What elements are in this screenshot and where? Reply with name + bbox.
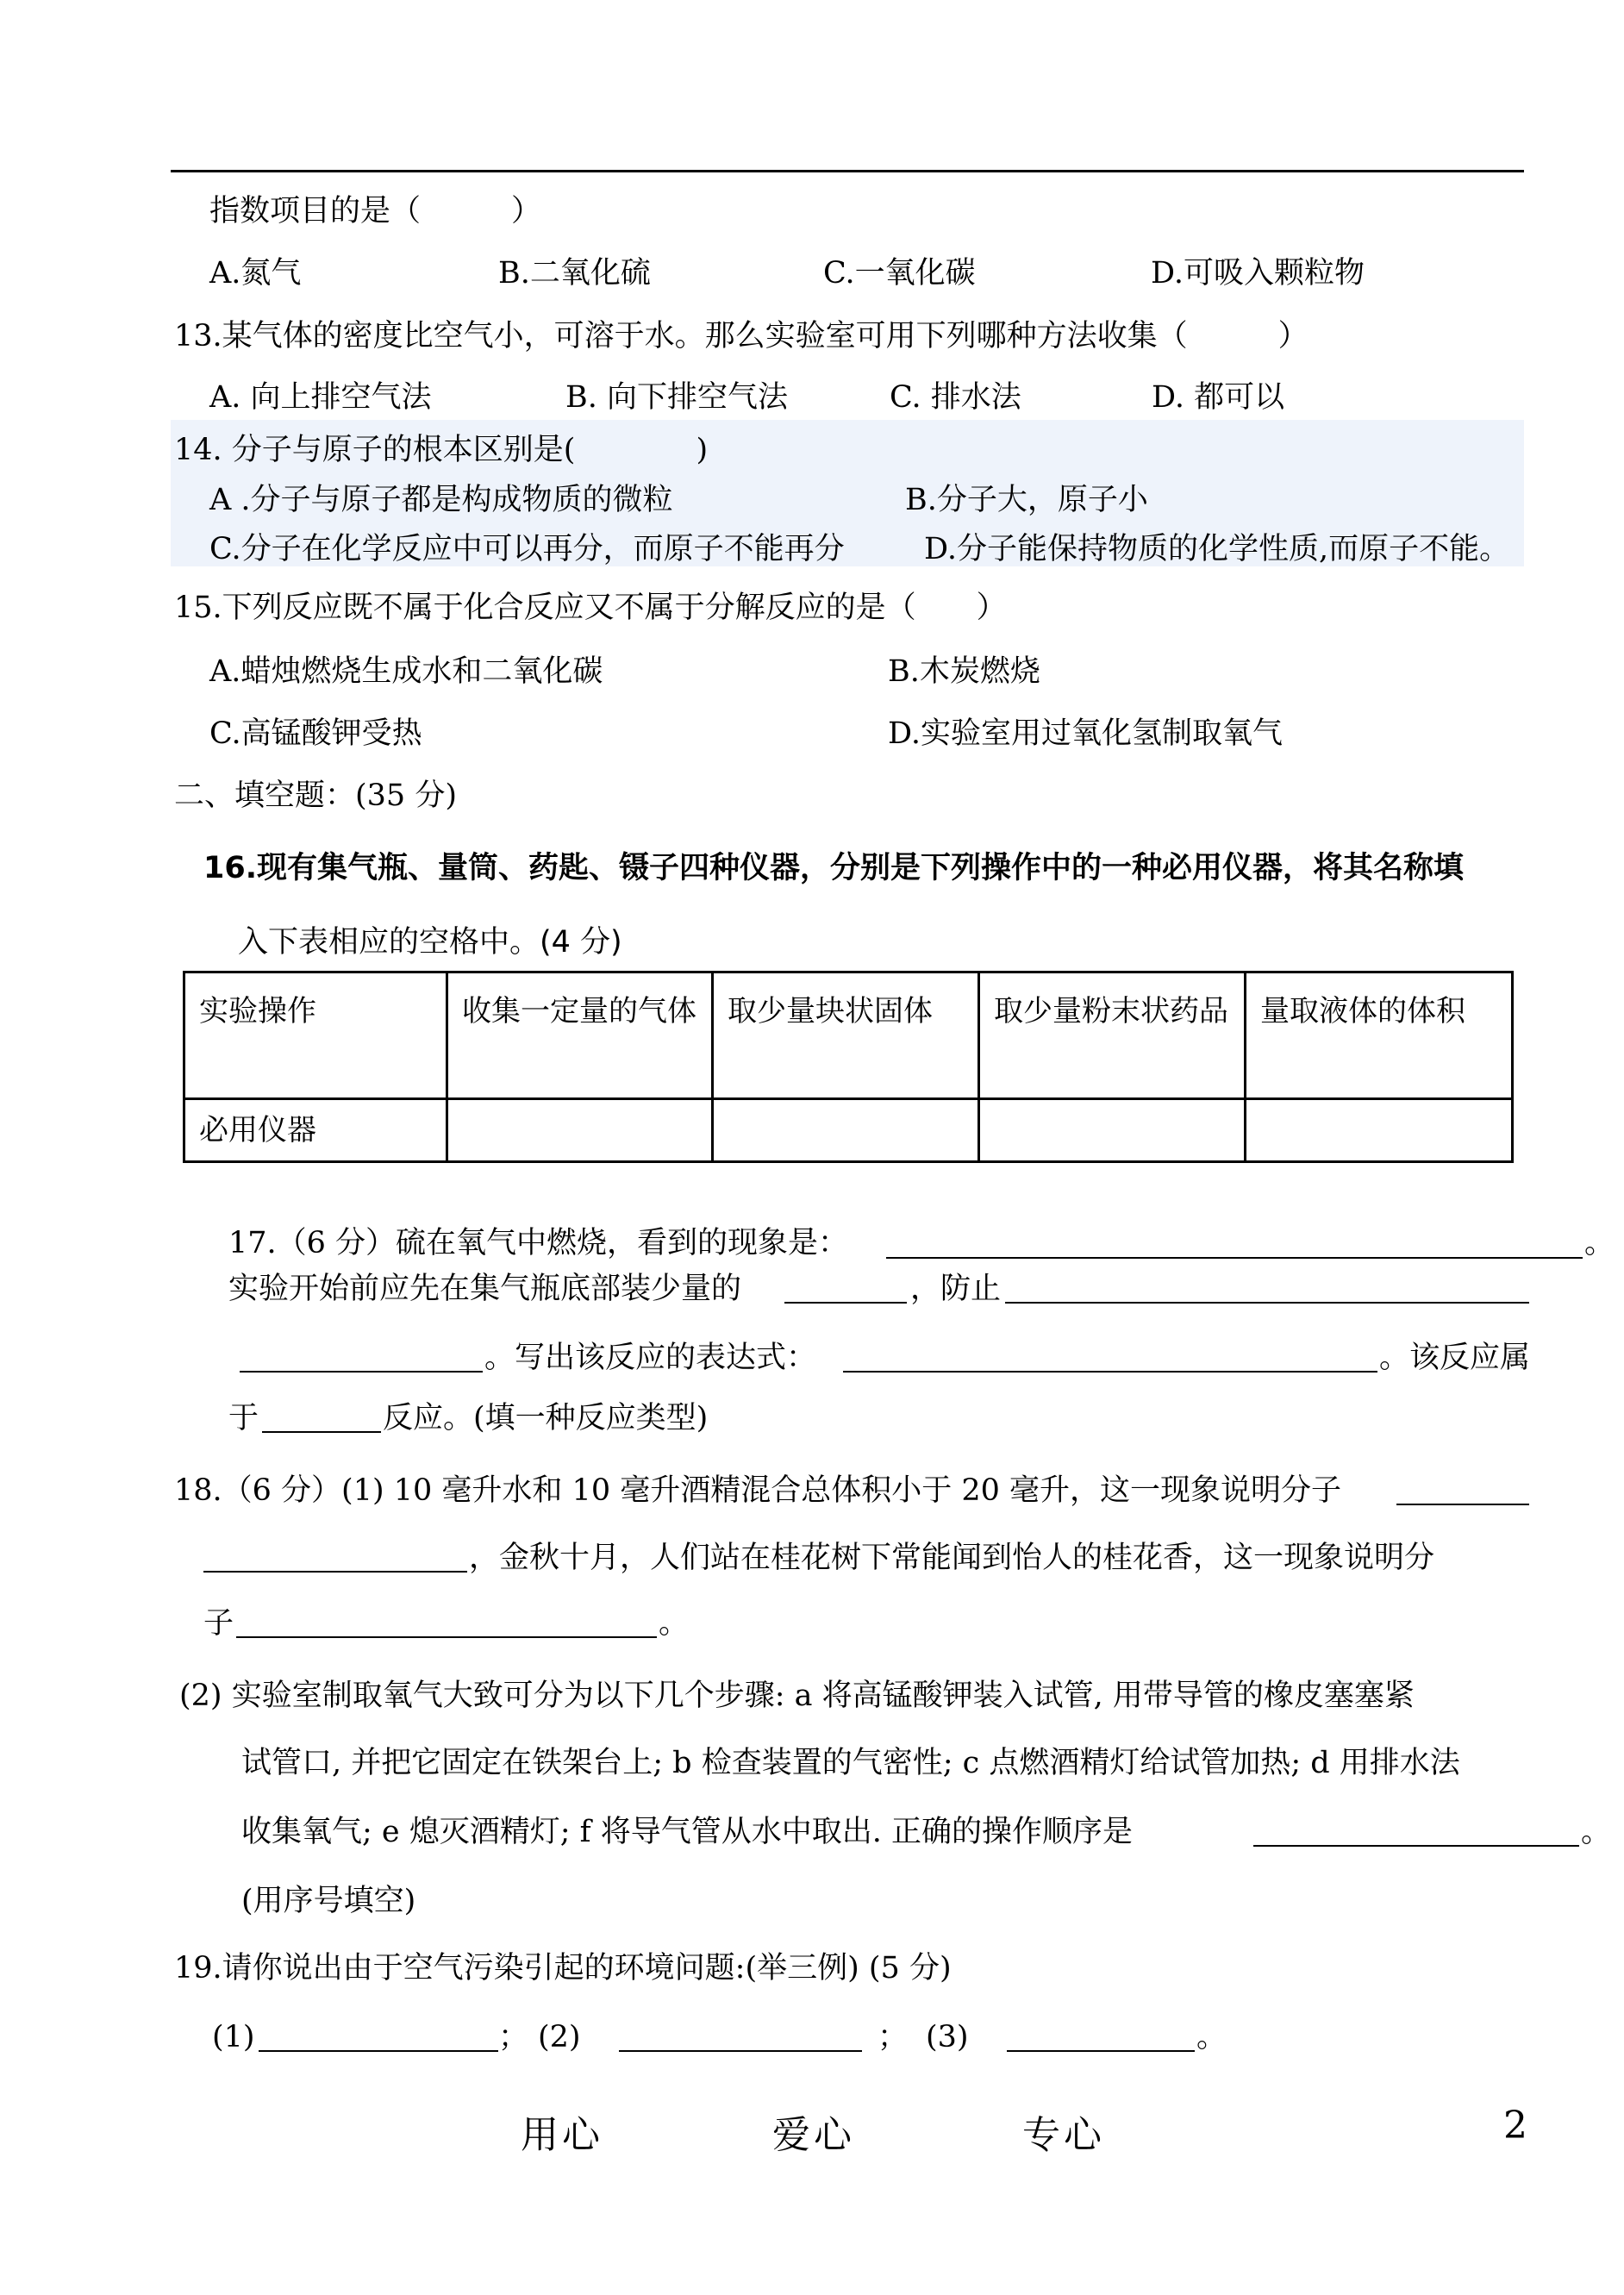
q12-option-d: D.可吸入颗粒物 bbox=[1151, 256, 1365, 291]
q16-line2: 入下表相应的空格中。(4 分) bbox=[238, 925, 622, 960]
q13-option-c: C. 排水法 bbox=[890, 380, 1021, 415]
q14-option-d: D.分子能保持物质的化学性质,而原子不能。 bbox=[924, 532, 1510, 566]
table-cell-operation: 取少量块状固体 bbox=[713, 972, 979, 1099]
q18-line3-start: 子 bbox=[203, 1606, 234, 1641]
answer-blank[interactable] bbox=[1007, 2050, 1195, 2052]
table-cell-header: 实验操作 bbox=[184, 972, 447, 1099]
q18-part2-line4: (用序号填空) bbox=[241, 1884, 416, 1918]
q13-option-b: B. 向下排空气法 bbox=[565, 380, 788, 415]
q13-option-a: A. 向上排空气法 bbox=[209, 380, 432, 415]
answer-blank[interactable] bbox=[203, 1571, 467, 1573]
q18-line3-end: 。 bbox=[659, 1606, 690, 1641]
table-cell-operation: 量取液体的体积 bbox=[1246, 972, 1513, 1099]
footer-word-3: 专心 bbox=[1022, 2113, 1105, 2157]
q19-answer-2-label: (2) bbox=[538, 2020, 581, 2054]
q18-part2-line3: 收集氧气; e 熄灭酒精灯; f 将导气管从水中取出. 正确的操作顺序是 bbox=[241, 1815, 1134, 1849]
q18-part2-line2: 试管口, 并把它固定在铁架台上; b 检查装置的气密性; c 点燃酒精灯给试管加热; d 用排水法 bbox=[241, 1746, 1460, 1780]
q17-line3: 。写出该反应的表达式： bbox=[484, 1341, 817, 1375]
q15-stem: 15.下列反应既不属于化合反应又不属于分解反应的是（ ） bbox=[174, 591, 1007, 625]
q18-line2: ，金秋十月，人们站在桂花树下常能闻到怡人的桂花香，这一现象说明分 bbox=[469, 1541, 1435, 1575]
q17-line2: 实验开始前应先在集气瓶底部装少量的 bbox=[228, 1272, 742, 1306]
q15-option-a: A.蜡烛燃烧生成水和二氧化碳 bbox=[209, 654, 603, 689]
answer-blank[interactable] bbox=[1396, 1504, 1529, 1505]
q17-line1: 17.（6 分）硫在氧气中燃烧，看到的现象是： bbox=[228, 1226, 849, 1260]
header-rule bbox=[171, 170, 1524, 172]
q15-option-c: C.高锰酸钾受热 bbox=[209, 716, 422, 751]
q19-end: 。 bbox=[1196, 2020, 1227, 2054]
page-number: 2 bbox=[1503, 2104, 1531, 2148]
q13-option-d: D. 都可以 bbox=[1152, 380, 1285, 415]
q19-answer-3-label: (3) bbox=[926, 2020, 969, 2054]
q17-line3-end: 。该反应属 bbox=[1379, 1341, 1531, 1375]
table-cell-operation: 取少量粉末状药品 bbox=[979, 972, 1246, 1099]
footer-word-1: 用心 bbox=[521, 2113, 603, 2157]
footer-word-2: 爱心 bbox=[772, 2113, 855, 2157]
q14-option-b: B.分子大，原子小 bbox=[905, 483, 1148, 517]
answer-blank[interactable] bbox=[1005, 1302, 1529, 1304]
answer-cell[interactable] bbox=[713, 1099, 979, 1162]
q12-option-c: C.一氧化碳 bbox=[823, 256, 976, 291]
table-cell-operation: 收集一定量的气体 bbox=[447, 972, 713, 1099]
q19-separator: ； bbox=[878, 2020, 909, 2054]
q17-line2-mid: ，防止 bbox=[910, 1272, 1002, 1306]
q16-line1: 16.现有集气瓶、量筒、药匙、镊子四种仪器，分别是下列操作中的一种必用仪器，将其名称填 bbox=[203, 851, 1465, 885]
q16-table bbox=[183, 971, 1514, 1163]
q17-line4-start: 于 bbox=[228, 1401, 259, 1435]
answer-blank[interactable] bbox=[619, 2050, 862, 2052]
answer-blank[interactable] bbox=[262, 1431, 381, 1433]
answer-cell[interactable] bbox=[447, 1099, 713, 1162]
q14-stem: 14. 分子与原子的根本区别是( ) bbox=[174, 433, 709, 467]
answer-cell[interactable] bbox=[979, 1099, 1246, 1162]
answer-blank[interactable] bbox=[843, 1371, 1377, 1373]
q18-part2-line1: (2) 实验室制取氧气大致可分为以下几个步骤: a 将高锰酸钾装入试管, 用带导管的橡皮塞塞紧 bbox=[179, 1679, 1415, 1713]
q12-option-b: B.二氧化硫 bbox=[498, 256, 651, 291]
answer-cell[interactable] bbox=[1246, 1099, 1513, 1162]
q13-stem: 13.某气体的密度比空气小，可溶于水。那么实验室可用下列哪种方法收集（ ） bbox=[174, 319, 1309, 353]
answer-blank[interactable] bbox=[240, 1371, 483, 1373]
q12-option-a: A.氮气 bbox=[209, 256, 302, 291]
table-row bbox=[184, 972, 1513, 1099]
table-cell-header: 必用仪器 bbox=[184, 1099, 447, 1162]
q15-option-b: B.木炭燃烧 bbox=[888, 654, 1040, 689]
q19-stem: 19.请你说出由于空气污染引起的环境问题:(举三例) (5 分) bbox=[174, 1951, 952, 1985]
q19-answer-1-label: (1) bbox=[212, 2020, 255, 2054]
table-row bbox=[184, 1099, 1513, 1162]
q12-stem-tail: 指数项目的是（ ） bbox=[209, 194, 542, 228]
q18-line1: 18.（6 分）(1) 10 毫升水和 10 毫升酒精混合总体积小于 20 毫升，这一现象说明分子 bbox=[174, 1473, 1341, 1508]
answer-blank[interactable] bbox=[886, 1257, 1583, 1259]
answer-blank[interactable] bbox=[259, 2050, 498, 2052]
q14-option-c: C.分子在化学反应中可以再分，而原子不能再分 bbox=[209, 532, 845, 566]
answer-blank[interactable] bbox=[1253, 1845, 1579, 1847]
section-2-heading: 二、填空题：(35 分) bbox=[174, 779, 457, 813]
q15-option-d: D.实验室用过氧化氢制取氧气 bbox=[888, 716, 1283, 751]
q19-separator: ； bbox=[498, 2020, 529, 2054]
q17-line4: 反应。(填一种反应类型) bbox=[383, 1401, 709, 1435]
q17-line1-end: 。 bbox=[1584, 1226, 1615, 1260]
answer-blank[interactable] bbox=[784, 1302, 907, 1304]
answer-blank[interactable] bbox=[236, 1636, 657, 1638]
q18-part2-line3-end: 。 bbox=[1581, 1815, 1612, 1849]
q14-option-a: A .分子与原子都是构成物质的微粒 bbox=[209, 483, 673, 517]
